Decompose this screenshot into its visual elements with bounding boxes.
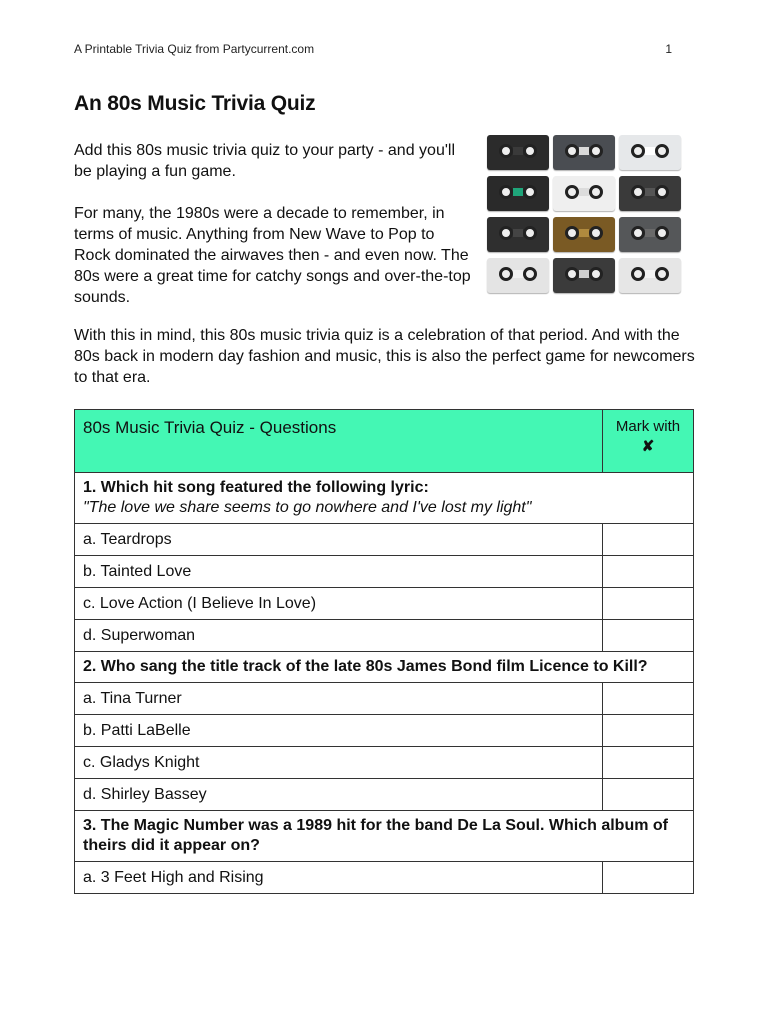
reel-icon — [523, 267, 537, 281]
mark-box[interactable] — [603, 747, 694, 779]
cassette-tapes-image — [487, 135, 697, 301]
mark-box[interactable] — [603, 715, 694, 747]
tape-window — [513, 188, 523, 196]
reel-icon — [655, 185, 669, 199]
question-text: 3. The Magic Number was a 1989 hit for the band De La Soul. Which album of theirs did it appear on? — [83, 817, 668, 854]
question-text: 1. Which hit song featured the following lyric: — [83, 479, 429, 496]
answer-option-text: a. 3 Feet High and Rising — [75, 862, 603, 894]
tape-window — [645, 147, 655, 155]
question-cell — [75, 811, 694, 862]
answer-option-row — [75, 620, 694, 652]
reel-icon — [523, 185, 537, 199]
mark-box[interactable] — [603, 588, 694, 620]
question-cell — [75, 473, 694, 524]
answer-option-row — [75, 747, 694, 779]
mark-box[interactable] — [603, 524, 694, 556]
cassette-tape-icon — [553, 135, 615, 170]
reel-icon — [631, 226, 645, 240]
page-number: 1 — [665, 42, 672, 56]
intro-paragraph-2: For many, the 1980s were a decade to remember, in terms of music. Anything from New Wave to Pop to Rock dominated the airwaves then - and even now. The 80s were a great time for catchy songs and over-the-top sounds. — [74, 205, 471, 306]
question-row — [75, 811, 694, 862]
running-head — [74, 42, 672, 56]
tape-window — [513, 270, 523, 278]
answer-option-text: c. Love Action (I Believe In Love) — [75, 588, 603, 620]
answer-option-row — [75, 524, 694, 556]
mark-box[interactable] — [603, 683, 694, 715]
reel-icon — [589, 267, 603, 281]
reel-icon — [655, 267, 669, 281]
cassette-tape-icon — [487, 217, 549, 252]
tape-window — [645, 229, 655, 237]
reel-icon — [655, 226, 669, 240]
mark-with-label: Mark with — [615, 418, 681, 435]
source-text: A Printable Trivia Quiz from Partycurrent.com — [74, 42, 315, 56]
tape-window — [513, 229, 523, 237]
reel-icon — [631, 144, 645, 158]
mark-box[interactable] — [603, 620, 694, 652]
table-header-title: 80s Music Trivia Quiz - Questions — [75, 410, 603, 473]
reel-icon — [565, 185, 579, 199]
reel-icon — [589, 185, 603, 199]
quiz-table — [74, 409, 694, 894]
reel-icon — [589, 226, 603, 240]
answer-option-row — [75, 556, 694, 588]
cassette-tape-icon — [619, 176, 681, 211]
mark-box[interactable] — [603, 556, 694, 588]
question-lyric: "The love we share seems to go nowhere and I've lost my light" — [83, 499, 532, 516]
mark-box[interactable] — [603, 862, 694, 894]
reel-icon — [523, 226, 537, 240]
answer-option-text: d. Superwoman — [75, 620, 603, 652]
intro-text — [74, 140, 474, 329]
reel-icon — [565, 144, 579, 158]
reel-icon — [631, 185, 645, 199]
page-title: An 80s Music Trivia Quiz — [74, 92, 316, 115]
tape-window — [645, 270, 655, 278]
reel-icon — [565, 226, 579, 240]
intro-paragraph-3: With this in mind, this 80s music trivia quiz is a celebration of that period. And with the 80s back in modern day fashion and music, this is also the perfect game for newcomers to that era. — [74, 327, 695, 386]
cassette-tape-icon — [619, 258, 681, 293]
mark-box[interactable] — [603, 779, 694, 811]
tape-window — [579, 229, 589, 237]
tape-window — [579, 188, 589, 196]
cassette-tape-icon — [553, 217, 615, 252]
cassette-tape-icon — [619, 135, 681, 170]
question-text: 2. Who sang the title track of the late 80s James Bond film Licence to Kill? — [83, 658, 648, 675]
reel-icon — [589, 144, 603, 158]
answer-option-text: b. Tainted Love — [75, 556, 603, 588]
tape-window — [513, 147, 523, 155]
answer-option-row — [75, 779, 694, 811]
reel-icon — [565, 267, 579, 281]
answer-option-text: d. Shirley Bassey — [75, 779, 603, 811]
answer-option-text: c. Gladys Knight — [75, 747, 603, 779]
reel-icon — [499, 144, 513, 158]
answer-option-row — [75, 862, 694, 894]
answer-option-text: a. Tina Turner — [75, 683, 603, 715]
reel-icon — [631, 267, 645, 281]
intro-paragraph-1: Add this 80s music trivia quiz to your party - and you'll be playing a fun game. — [74, 142, 455, 180]
answer-option-row — [75, 715, 694, 747]
reel-icon — [499, 226, 513, 240]
cross-mark-icon: ✘ — [641, 438, 655, 455]
table-header-row — [75, 410, 694, 473]
answer-option-text: a. Teardrops — [75, 524, 603, 556]
table-header-mark — [603, 410, 694, 473]
answer-option-text: b. Patti LaBelle — [75, 715, 603, 747]
reel-icon — [499, 185, 513, 199]
cassette-tape-icon — [487, 176, 549, 211]
cassette-tape-icon — [487, 258, 549, 293]
cassette-tape-icon — [553, 258, 615, 293]
cassette-tape-icon — [487, 135, 549, 170]
question-row — [75, 652, 694, 683]
tape-window — [579, 147, 589, 155]
answer-option-row — [75, 588, 694, 620]
reel-icon — [499, 267, 513, 281]
question-cell — [75, 652, 694, 683]
tape-window — [579, 270, 589, 278]
cassette-tape-icon — [619, 217, 681, 252]
tape-window — [645, 188, 655, 196]
cassette-tape-icon — [553, 176, 615, 211]
reel-icon — [523, 144, 537, 158]
question-row — [75, 473, 694, 524]
answer-option-row — [75, 683, 694, 715]
reel-icon — [655, 144, 669, 158]
